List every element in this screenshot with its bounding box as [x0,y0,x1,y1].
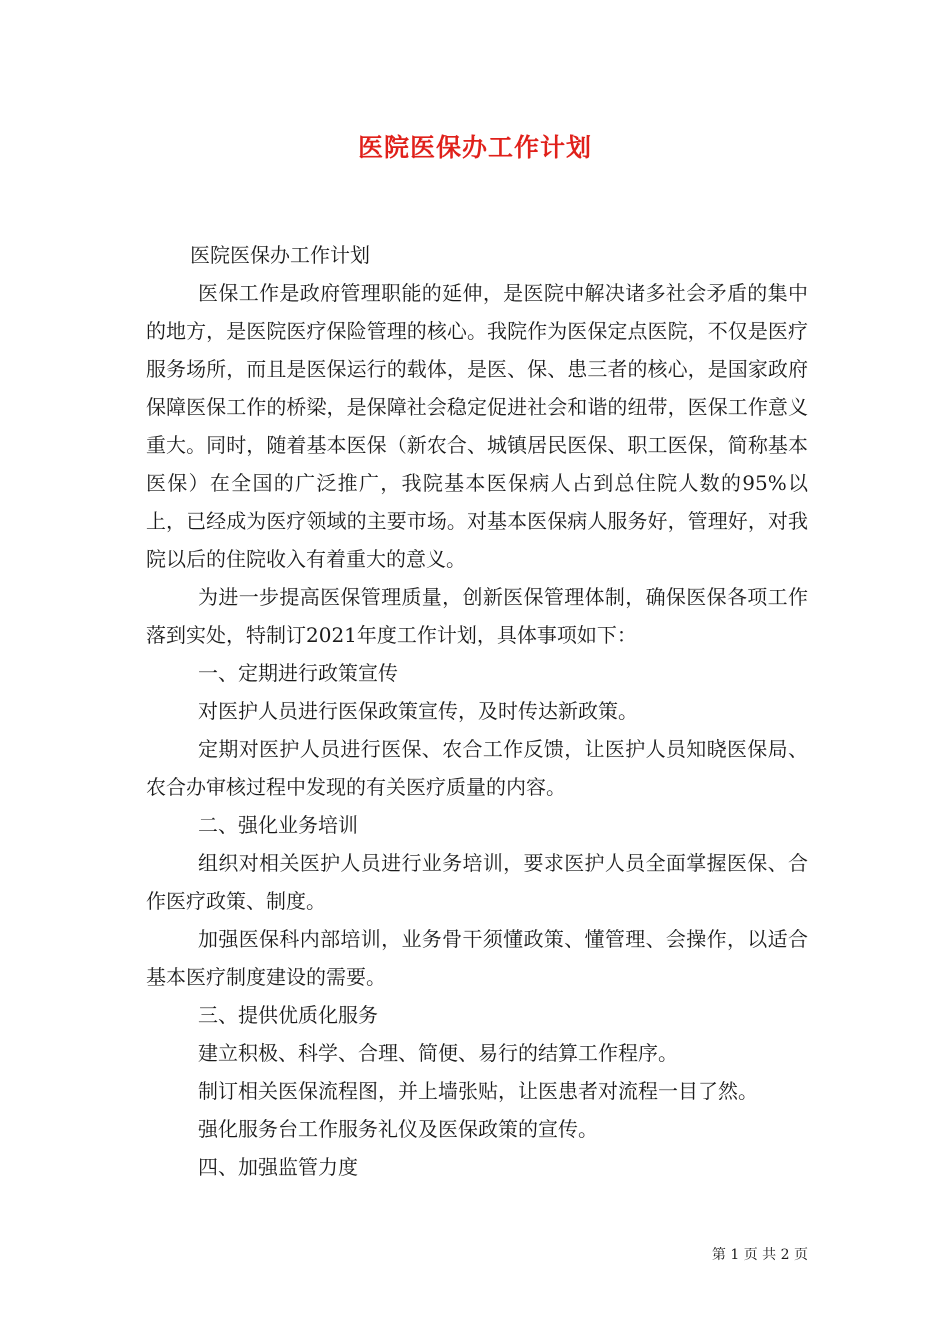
paragraph: 对医护人员进行医保政策宣传，及时传达新政策。 [198,699,638,723]
section-heading: 三、提供优质化服务 [198,1003,378,1027]
document-subtitle: 医院医保办工作计划 [190,243,370,267]
paragraph: 建立积极、科学、合理、简便、易行的结算工作程序。 [198,1041,678,1065]
document-body [146,236,808,1186]
section-heading: 二、强化业务培训 [198,813,358,837]
paragraph: 加强医保科内部培训，业务骨干须懂政策、懂管理、会操作，以适合基本医疗制度建设的需要。 [146,927,808,989]
paragraph: 为进一步提高医保管理质量，创新医保管理体制，确保医保各项工作落到实处，特制订2021年度工作计划，具体事项如下： [146,585,808,647]
document-title: 医院医保办工作计划 [357,133,592,162]
page-number: 第 1 页 共 2 页 [711,1247,808,1263]
paragraph: 医保工作是政府管理职能的延伸，是医院中解决诸多社会矛盾的集中的地方，是医院医疗保险管理的核心。我院作为医保定点医院，不仅是医疗服务场所，而且是医保运行的载体，是医、保、患三者的核心，是国家政府保障医保工作的桥梁，是保障社会稳定促进社会和谐的纽带，医保工作意义重大。同时，随着基本医保（新农合、城镇居民医保、职工医保，简称基本医保）在全国的广泛推广，我院基本医保病人占到总住院人数的95%以上，已经成为医疗领域的主要市场。对基本医保病人服务好，管理好，对我院以后的住院收入有着重大的意义。 [146,281,808,571]
section-heading: 四、加强监管力度 [198,1155,358,1179]
section-heading: 一、定期进行政策宣传 [198,661,398,685]
paragraph: 制订相关医保流程图，并上墙张贴，让医患者对流程一目了然。 [198,1079,758,1103]
paragraph: 定期对医护人员进行医保、农合工作反馈，让医护人员知晓医保局、农合办审核过程中发现的有关医疗质量的内容。 [146,737,808,799]
paragraph: 组织对相关医护人员进行业务培训，要求医护人员全面掌握医保、合作医疗政策、制度。 [146,851,808,913]
paragraph: 强化服务台工作服务礼仪及医保政策的宣传。 [198,1117,598,1141]
